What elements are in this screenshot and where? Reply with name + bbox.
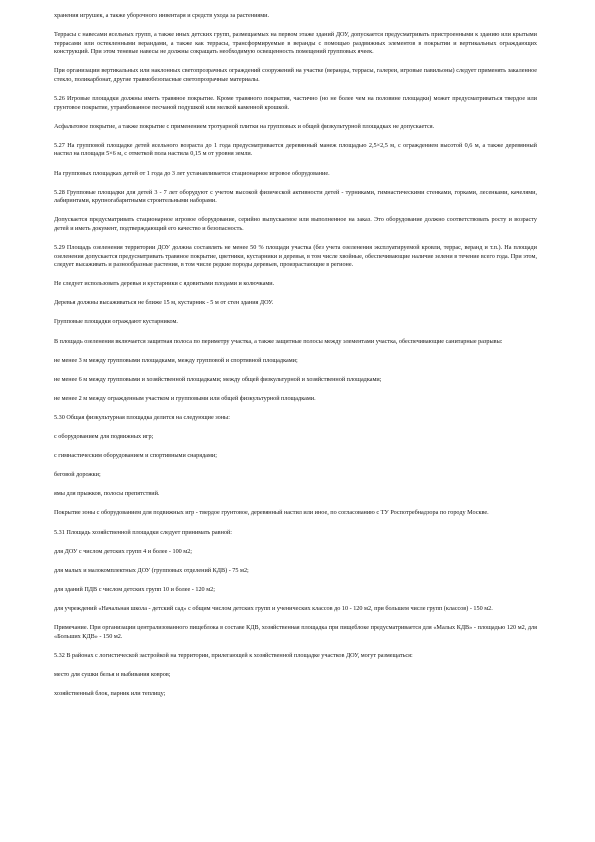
paragraph-12: Групповые площадки ограждают кустарником. [54,318,178,326]
paragraph-10: Не следует использовать деревья и кустарники с ядовитыми плодами и колючками. [54,280,275,288]
paragraph-23: 5.31 Площадь хозяйственной площадки следует принимать равной: [54,528,233,536]
paragraph-3: 5.26 Игровые площадки должны иметь травяное покрытие. Кроме травяного покрытия, частично (но не более чем на половине площадки) может предусматриваться твердое или грунтовое покрытие, утрамбованное песчаной подушкой или мелкой каменной крошкой. [54,95,537,111]
paragraph-24: для ДОУ с числом детских групп 4 и более - 100 м2; [54,547,193,555]
paragraph-30: место для сушки белья и выбивания ковров; [54,670,171,678]
paragraph-11: Деревья должны высаживаться не ближе 15 м, кустарник - 5 м от стен здания ДОУ. [54,299,274,307]
paragraph-29: 5.32 В районах с логистической застройкой на территории, прилегающей к хозяйственной площадке участков ДОУ, могут размещаться: [54,651,413,659]
paragraph-31: хозяйственный блок, парник или теплицу; [54,689,166,697]
paragraph-19: с гимнастическим оборудованием и спортивными снарядами; [54,452,217,460]
paragraph-22: Покрытие зоны с оборудованием для подвижных игр - твердое грунтовое, деревянный настил или иное, по согласованию с ТУ Роспотребнадзора по городу Москве. [54,509,489,517]
paragraph-15: не менее 6 м между групповыми и хозяйственной площадками; между общей физкультурной и хозяйственной площадками; [54,375,382,383]
paragraph-8: Допускается предусматривать стационарное игровое оборудование, серийно выпускаемое или выполненное на заказ. Это оборудование должно соответствовать росту и возрасту детей и иметь документ, подтверждающий его качество и безопасность. [54,216,537,232]
paragraph-1: Террасы с навесами ясельных групп, а также иных детских групп, размещаемых на первом этаже зданий ДОУ, допускается предусматривать пристроенными к зданию или крытыми террасами или остекленными верандами, а также как террасы, трансформируемые в веранды с помощью раздвижных элементов в покрытии и вертикальных ограждающих конструкций. При этом теневые навесы не должны сокращать необходимую освещенность помещений групповых ячеек. [54,31,537,56]
paragraph-9: 5.29 Площадь озеленения территории ДОУ должна составлять не менее 50 % площади участка (без учета озеленения эксплуатируемой кровли, террас, веранд и т.п.). На площади озеленения допускается предусматривать травяное покрытие, цветники, кустарники и деревья, в том числе хвойные, обеспечивающие наличие зелени в течение всего года. При этом, следует высаживать и разнообразные растения, в том числе редкие породы деревьев, произрастающие в регионе. [54,244,537,269]
paragraph-7: 5.28 Групповые площадки для детей 3 - 7 лет оборудуют с учетом высокой физической активности детей - турниками, гимнастическими стенками, горками, лесенками, качелями, лабиринтами, крупногабаритными строительными наборами. [54,188,537,205]
paragraph-16: не менее 2 м между огражденным участком и групповыми или общей физкультурной площадками. [54,394,316,402]
paragraph-6: На групповых площадках детей от 1 года до 3 лет устанавливается стационарное игровое оборудование. [54,169,330,177]
paragraph-4: Асфальтовое покрытие, а также покрытие с применением тротуарной плитки на групповых и общей физкультурной площадках не допускается. [54,122,435,130]
paragraph-21: ямы для прыжков, полосы препятствий. [54,490,160,498]
paragraph-20: беговой дорожки; [54,471,101,479]
paragraph-13: В площадь озеленения включается защитная полоса по периметру участка, а также защитные полосы между элементами участка, обеспечивающие санитарные разрывы: [54,337,503,345]
paragraph-14: не менее 3 м между групповыми площадками, между групповой и спортивной площадками; [54,356,298,364]
paragraph-0: хранения игрушек, а также уборочного инвентаря и средств ухода за растениями. [54,12,270,19]
paragraph-28: Примечание. При организации централизованного пищеблока в составе КДВ, хозяйственная площадка при пищеблоке предусматривается для «Малых КДВ» - площадью 120 м2, для «Больших КДВ» - 150 м2. [54,623,537,640]
paragraph-18: с оборудованием для подвижных игр; [54,433,154,441]
paragraph-27: для учреждений «Начальная школа - детский сад» с общим числом детских групп и ученических классов до 10 - 120 м2, при большем числе групп (классов) - 150 м2. [54,604,493,612]
paragraph-2: При организации вертикальных или наклонных светопрозрачных ограждений сооружений на участке (веранды, террасы, галереи, игровые павильоны) следует применять закаленное стекло, поликарбонат, другие травмобезопасные светопрозрачные материалы. [54,67,537,83]
paragraph-26: для зданий ПДВ с числом детских групп 10 и более - 120 м2; [54,585,215,593]
paragraph-5: 5.27 На групповой площадке детей ясельного возраста до 1 года предусматривается деревянный манеж площадью 2,5×2,5 м, с ограждением высотой 0,6 м, а также деревянный настил на площади 5×6 м, с отметкой пола настила 0,15 м от уровня земли. [54,141,537,158]
paragraph-17: 5.30 Общая физкультурная площадка делится на следующие зоны: [54,413,230,421]
paragraph-25: для малых и малокомплектных ДОУ (групповых отделений КДВ) - 75 м2; [54,566,249,574]
